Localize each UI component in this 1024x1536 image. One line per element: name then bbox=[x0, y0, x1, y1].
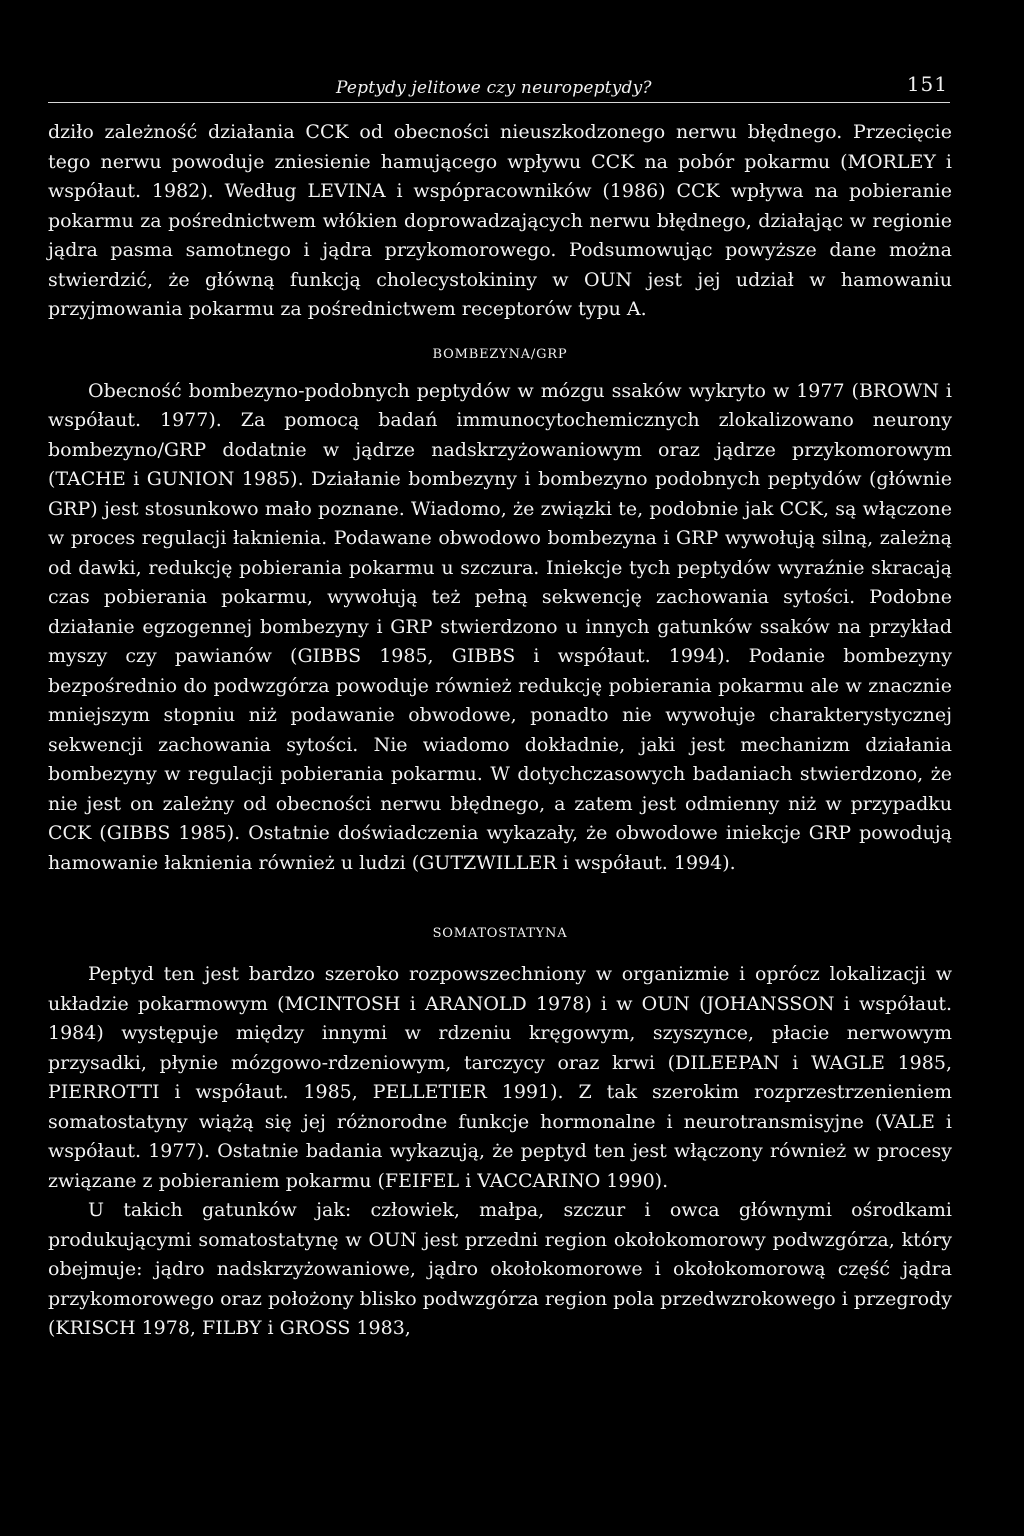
paragraph-bombezyna: Obecność bombezyno-podobnych peptydów w mózgu ssaków wykryto w 1977 (BROWN i współaut. 1977). Za pomocą badań immunocytochemicznych zlokalizowano neurony bombezyno/GRP dodatnie w jądrze nadskrzyżowaniowym oraz jądrze przykomorowym (TACHE i GUNION 1985). Działanie bombezyny i bombezyno podobnych peptydów (głównie GRP) jest stosunkowo mało poznane. Wiadomo, że związki te, podobnie jak CCK, są włączone w proces regulacji łaknienia. Podawane obwodowo bombezyna i GRP wywołują silną, zależną od dawki, redukcję pobierania pokarmu u szczura. Iniekcje tych peptydów wyraźnie skracają czas pobierania pokarmu, wywołują też pełną sekwencję zachowania sytości. Podobne działanie egzogennej bombezyny i GRP stwierdzono u innych gatunków ssaków na przykład myszy czy pawianów (GIBBS 1985, GIBBS i współaut. 1994). Podanie bombezyny bezpośrednio do podwzgórza powoduje również redukcję pobierania pokarmu ale w znacznie mniejszym stopniu niż podawanie obwodowe, ponadto nie wywołuje charakterystycznej sekwencji zachowania sytości. Nie wiadomo dokładnie, jaki jest mechanizm działania bombezyny w regulacji pobierania pokarmu. W dotychczasowych badaniach stwierdzono, że nie jest on zależny od obecności nerwu błędnego, a zatem jest odmienny niż w przypadku CCK (GIBBS 1985). Ostatnie doświadczenia wykazały, że obwodowe iniekcje GRP powodują hamowanie łaknienia również u ludzi (GUTZWILLER i współaut. 1994). bbox=[48, 379, 952, 874]
section-heading-somatostatyna: SOMATOSTATYNA bbox=[432, 926, 568, 941]
paragraph-somatostatyna-2: U takich gatunków jak: człowiek, małpa, szczur i owca głównymi ośrodkami produkującymi somatostatynę w OUN jest przedni region okołokomorowy podwzgórza, który obejmuje: jądro nadskrzyżowaniowe, jądro okołokomorowe i okołokomorową część jądra przykomorowego oraz położony blisko podwzgórza region pola przedwzrokowego i przegrody (KRISCH 1978, FILBY i GROSS 1983, bbox=[48, 1199, 952, 1339]
paragraph-cck-continuation: dziło zależność działania CCK od obecności nieuszkodzonego nerwu błędnego. Przecięcie tego nerwu powoduje zniesienie hamującego wpływu CCK na pobór pokarmu (MORLEY i współaut. 1982). Według LEVINA i wspópracowników (1986) CCK wpływa na pobieranie pokarmu za pośrednictwem włókien doprowadzających nerwu błędnego, działając w regionie jądra pasma samotnego i jądra przykomorowego. Podsumowując powyższe dane można stwierdzić, że główną funkcją cholecystokininy w OUN jest jej udział w hamowaniu przyjmowania pokarmu za pośrednictwem receptorów typu A. bbox=[48, 121, 952, 320]
running-title: Peptydy jelitowe czy neuropeptydy? bbox=[336, 78, 652, 98]
running-header bbox=[48, 72, 950, 103]
paragraph-somatostatyna-1: Peptyd ten jest bardzo szeroko rozpowszechniony w organizmie i oprócz lokalizacji w układzie pokarmowym (MCINTOSH i ARANOLD 1978) i w OUN (JOHANSSON i współaut. 1984) występuje między innymi w rdzeniu kręgowym, szyszynce, płacie nerwowym przysadki, płynie mózgowo-rdzeniowym, tarczycy oraz krwi (DILEEPAN i WAGLE 1985, PIERROTTI i współaut. 1985, PELLETIER 1991). Z tak szerokim rozprzestrzenieniem somatostatyny wiążą się jej różnorodne funkcje hormonalne i neurotransmisyjne (VALE i współaut. 1977). Ostatnie badania wykazują, że peptyd ten jest włączony również w procesy związane z pobieraniem pokarmu (FEIFEL i VACCARINO 1990). bbox=[48, 963, 952, 1192]
section-heading-bombezyna: BOMBEZYNA/GRP bbox=[432, 346, 568, 362]
body-text bbox=[48, 118, 952, 1344]
page-number: 151 bbox=[906, 72, 948, 96]
